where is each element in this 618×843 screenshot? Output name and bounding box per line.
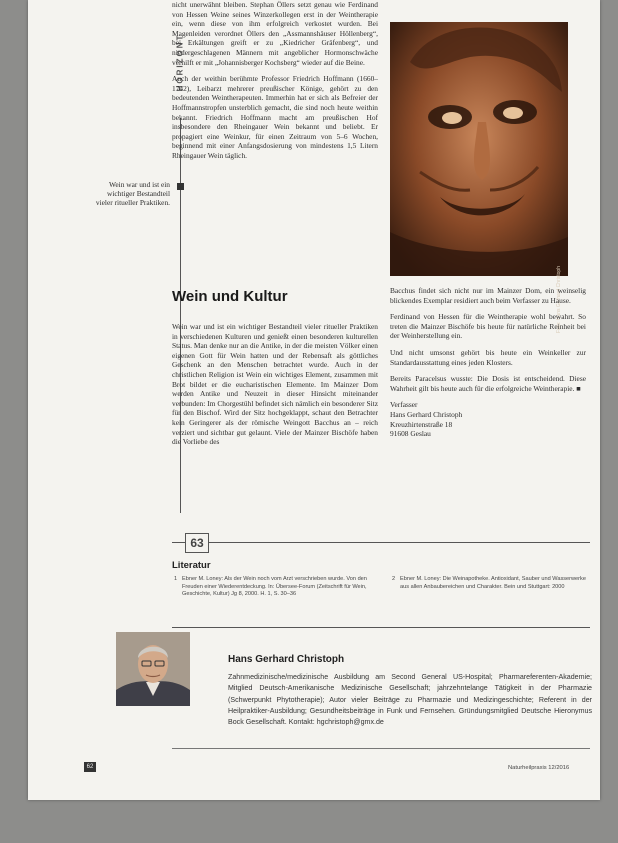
author-street: Kreuzhirtenstraße 18 xyxy=(390,419,453,429)
magazine-page xyxy=(28,0,600,800)
bullet-square-icon xyxy=(177,183,184,190)
author-label: Verfasser xyxy=(390,400,418,410)
paragraph: nicht unerwähnt bleiben. Stephan Öllers setzt genau wie Ferdinand von Hessen Weine seines Winzerkollegen erst in der Weintherapie ein, wenn diese von ihm erfolgreich verkostet wurden. Bei Magenleiden verordnet Öllers den „Assmannshäuser Höllenberg“, bei Erkältungen greift er zu „Kiedricher Gräfenberg“, und niedergeschlagenen Männern mit angeblicher Hormonschwäche verhilft er mit „Johannisberger Kochsberg“ wieder auf die Beine. xyxy=(172,0,378,67)
author-city: 91608 Geslau xyxy=(390,429,431,439)
paragraph: Bereits Paracelsus wusste: Die Dosis ist entscheidend. Diese Wahrheit gilt bis heute auch für die erfolgreiche Weintherapie. ■ xyxy=(390,374,586,393)
paragraph: Bacchus findet sich nicht nur im Mainzer Dom, ein weinselig blickendes Exemplar residiert auch beim Verfasser zu Hause. xyxy=(390,286,586,305)
divider xyxy=(172,627,590,628)
reference-number: 2 xyxy=(392,576,396,582)
literature-title: Literatur xyxy=(172,560,211,571)
column-2 xyxy=(390,286,586,439)
bacchus-carving-image xyxy=(390,22,568,276)
author-portrait xyxy=(116,632,190,706)
folio-number: 62 xyxy=(84,762,96,772)
paragraph: Auch der weithin berühmte Professor Friedrich Hoffmann (1660–1742), Leibarzt mehrerer preußischer Könige, gehört zu den bedeutenden Weintherapeuten. Immerhin hat er sich als Befreier der Hoffmannstropfen unsterblich gemacht, die sind noch heute weithin bekannt. Friedrich Hoffmann macht am preußischen Hof insbesondere den Rheingauer Wein bekannt und beliebt. Er propagiert eine Weinkur, für einen Zeitraum von 5–6 Wochen, beginnend mit einer Anfangsdosierung von mindestens 1,5 Litern Rheingauer Wein täglich. xyxy=(172,74,378,160)
paragraph: Und nicht umsonst gehört bis heute ein Weinkeller zur Standardausstattung eines jeden Klosters. xyxy=(390,347,586,367)
paragraph: Ferdinand von Hessen für die Weintherapie wohl bewahrt. So treten die Mainzer Bischöfe bis heute für natürliche Reinheit bei der Weinherstellung ein. xyxy=(390,312,586,341)
sidebar-rule xyxy=(180,118,181,513)
column-1-kultur xyxy=(172,322,378,454)
heading-wein-und-kultur: Wein und Kultur xyxy=(172,288,288,305)
divider xyxy=(172,542,590,543)
paragraph: Wein war und ist ein wichtiger Bestandteil vieler ritueller Praktiken in verschiedenen Kulturen und genießt einen besonderen kulturellen Status. Man denke nur an die Antike, in der die meisten Völker einen eigenen Gott für Wein hatten und der Rebensaft als göttliches Geschenk an den Menschen betrachtet wurde. Auch in der christlichen Religion ist Wein ein wichtiges Element, zusammen mit Brot bildet er die eucharistischen Elemente. Im Mainzer Dom werden Antike und Neuzeit in dieser Hinsicht miteinander verbunden: Im Chorgestühl befindet sich nämlich ein besonderer Sitz für den Bischof. Wird der Sitz hochgeklappt, schaut den Betrachter kein Geringerer als der römische Weingott Bacchus an – reich verziert und sichtbar gut gelaunt. Viele der Mainzer Bischöfe haben die Vorliebe des xyxy=(172,322,378,447)
bio-text: Zahnmedizinische/medizinische Ausbildung am Second General US-Hospital; Pharmareferenten-Akademie; Mitglied Deutsch-Amerikanische Medizinische Gesellschaft; jahrzehntelange Tätigkeit in der Pharmazie (Schwerpunkt Phytotherapie); Autor vieler Beiträge zu Pharmazie und Medizingeschichte; Referent in der Heilpraktiker-Ausbildung; Gesundheitsbeiträge in Funk und Fernsehen. Gründungsmitglied Deutsche Hieronymus Bock Gesellschaft. Kontakt: hgchristoph@gmx.de xyxy=(228,673,592,727)
reference-text: Ebner M. Loney: Als der Wein noch vom Arzt verschrieben wurde. Von den Freuden einer Wiederentdeckung. In: Übersee-Forum (Zeitschrift für Wein, Geschichte, Kultur) Jg 8, 2000. H. 1, S. 30–36 xyxy=(182,576,367,598)
issue-label: Naturheilpraxis 12/2016 xyxy=(508,765,570,771)
reference-item xyxy=(392,576,590,591)
column-1 xyxy=(172,0,378,168)
page-number-box: 63 xyxy=(185,533,209,553)
section-label-text: HORIZONT xyxy=(175,33,185,92)
sidebar-quote: Wein war und ist ein wichtiger Bestandteil vieler ritueller Praktiken. xyxy=(95,180,170,208)
bio-name: Hans Gerhard Christoph xyxy=(228,654,345,665)
author-name: Hans Gerhard Christoph xyxy=(390,409,463,419)
divider xyxy=(172,748,590,749)
reference-item xyxy=(174,576,380,599)
reference-number: 1 xyxy=(174,576,178,582)
reference-text: Ebner M. Loney: Die Weinapotheke. Antioxidant, Sauber und Wasserwerke aus allen Anbaubereichen und Charakter. Bein und Stuttgart: 2000 xyxy=(400,576,586,590)
photo-credit: Foto: Hans Gerhard Christoph xyxy=(556,266,562,333)
author-portrait-image xyxy=(116,632,190,706)
